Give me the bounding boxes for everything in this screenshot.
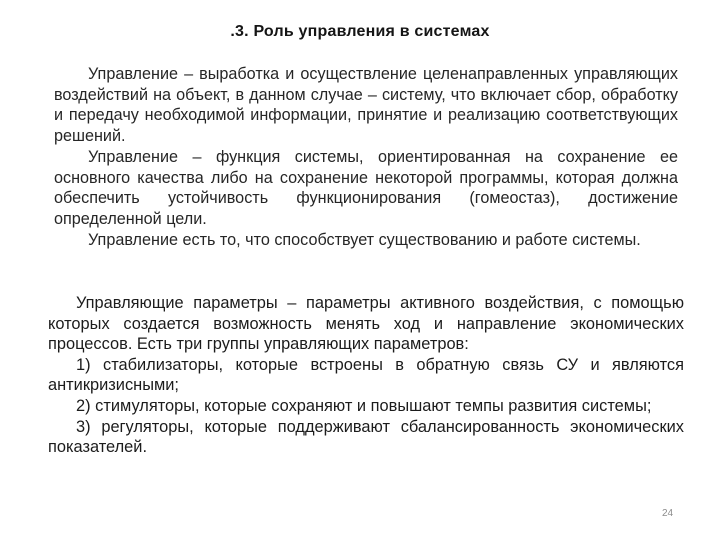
parameter-item-regulators: 3) регуляторы, которые поддерживают сбалансированность экономических показателей.	[48, 417, 684, 457]
definitions-block	[54, 64, 678, 250]
definition-paragraph-3: Управление есть то, что способствует существованию и работе системы.	[88, 230, 641, 249]
section-title: .3. Роль управления в системах	[230, 23, 490, 40]
page-number: 24	[662, 508, 674, 519]
parameters-block	[48, 293, 684, 458]
parameters-intro: Управляющие параметры – параметры активного воздействия, с помощью которых создается возможность менять ход и направление экономических процессов. Есть три группы управляющих параметров:	[48, 294, 684, 354]
parameter-item-stimulators: 2) стимуляторы, которые сохраняют и повышают темпы развития системы;	[76, 396, 652, 415]
definition-paragraph-1: Управление – выработка и осуществление целенаправленных управляющих воздействий на объект, в данном случае – систему, что включает сбор, обработку и передачу необходимой информации, принятие и реализацию соответствующих решений.	[54, 65, 678, 146]
definition-paragraph-2: Управление – функция системы, ориентированная на сохранение ее основного качества либо на сохранение некоторой программы, которая должна обеспечить устойчивость функционирования (гомеостаз), достижение определенной цели.	[54, 147, 678, 228]
parameter-item-stabilizers: 1) стабилизаторы, которые встроены в обратную связь СУ и являются антикризисными;	[48, 355, 684, 395]
